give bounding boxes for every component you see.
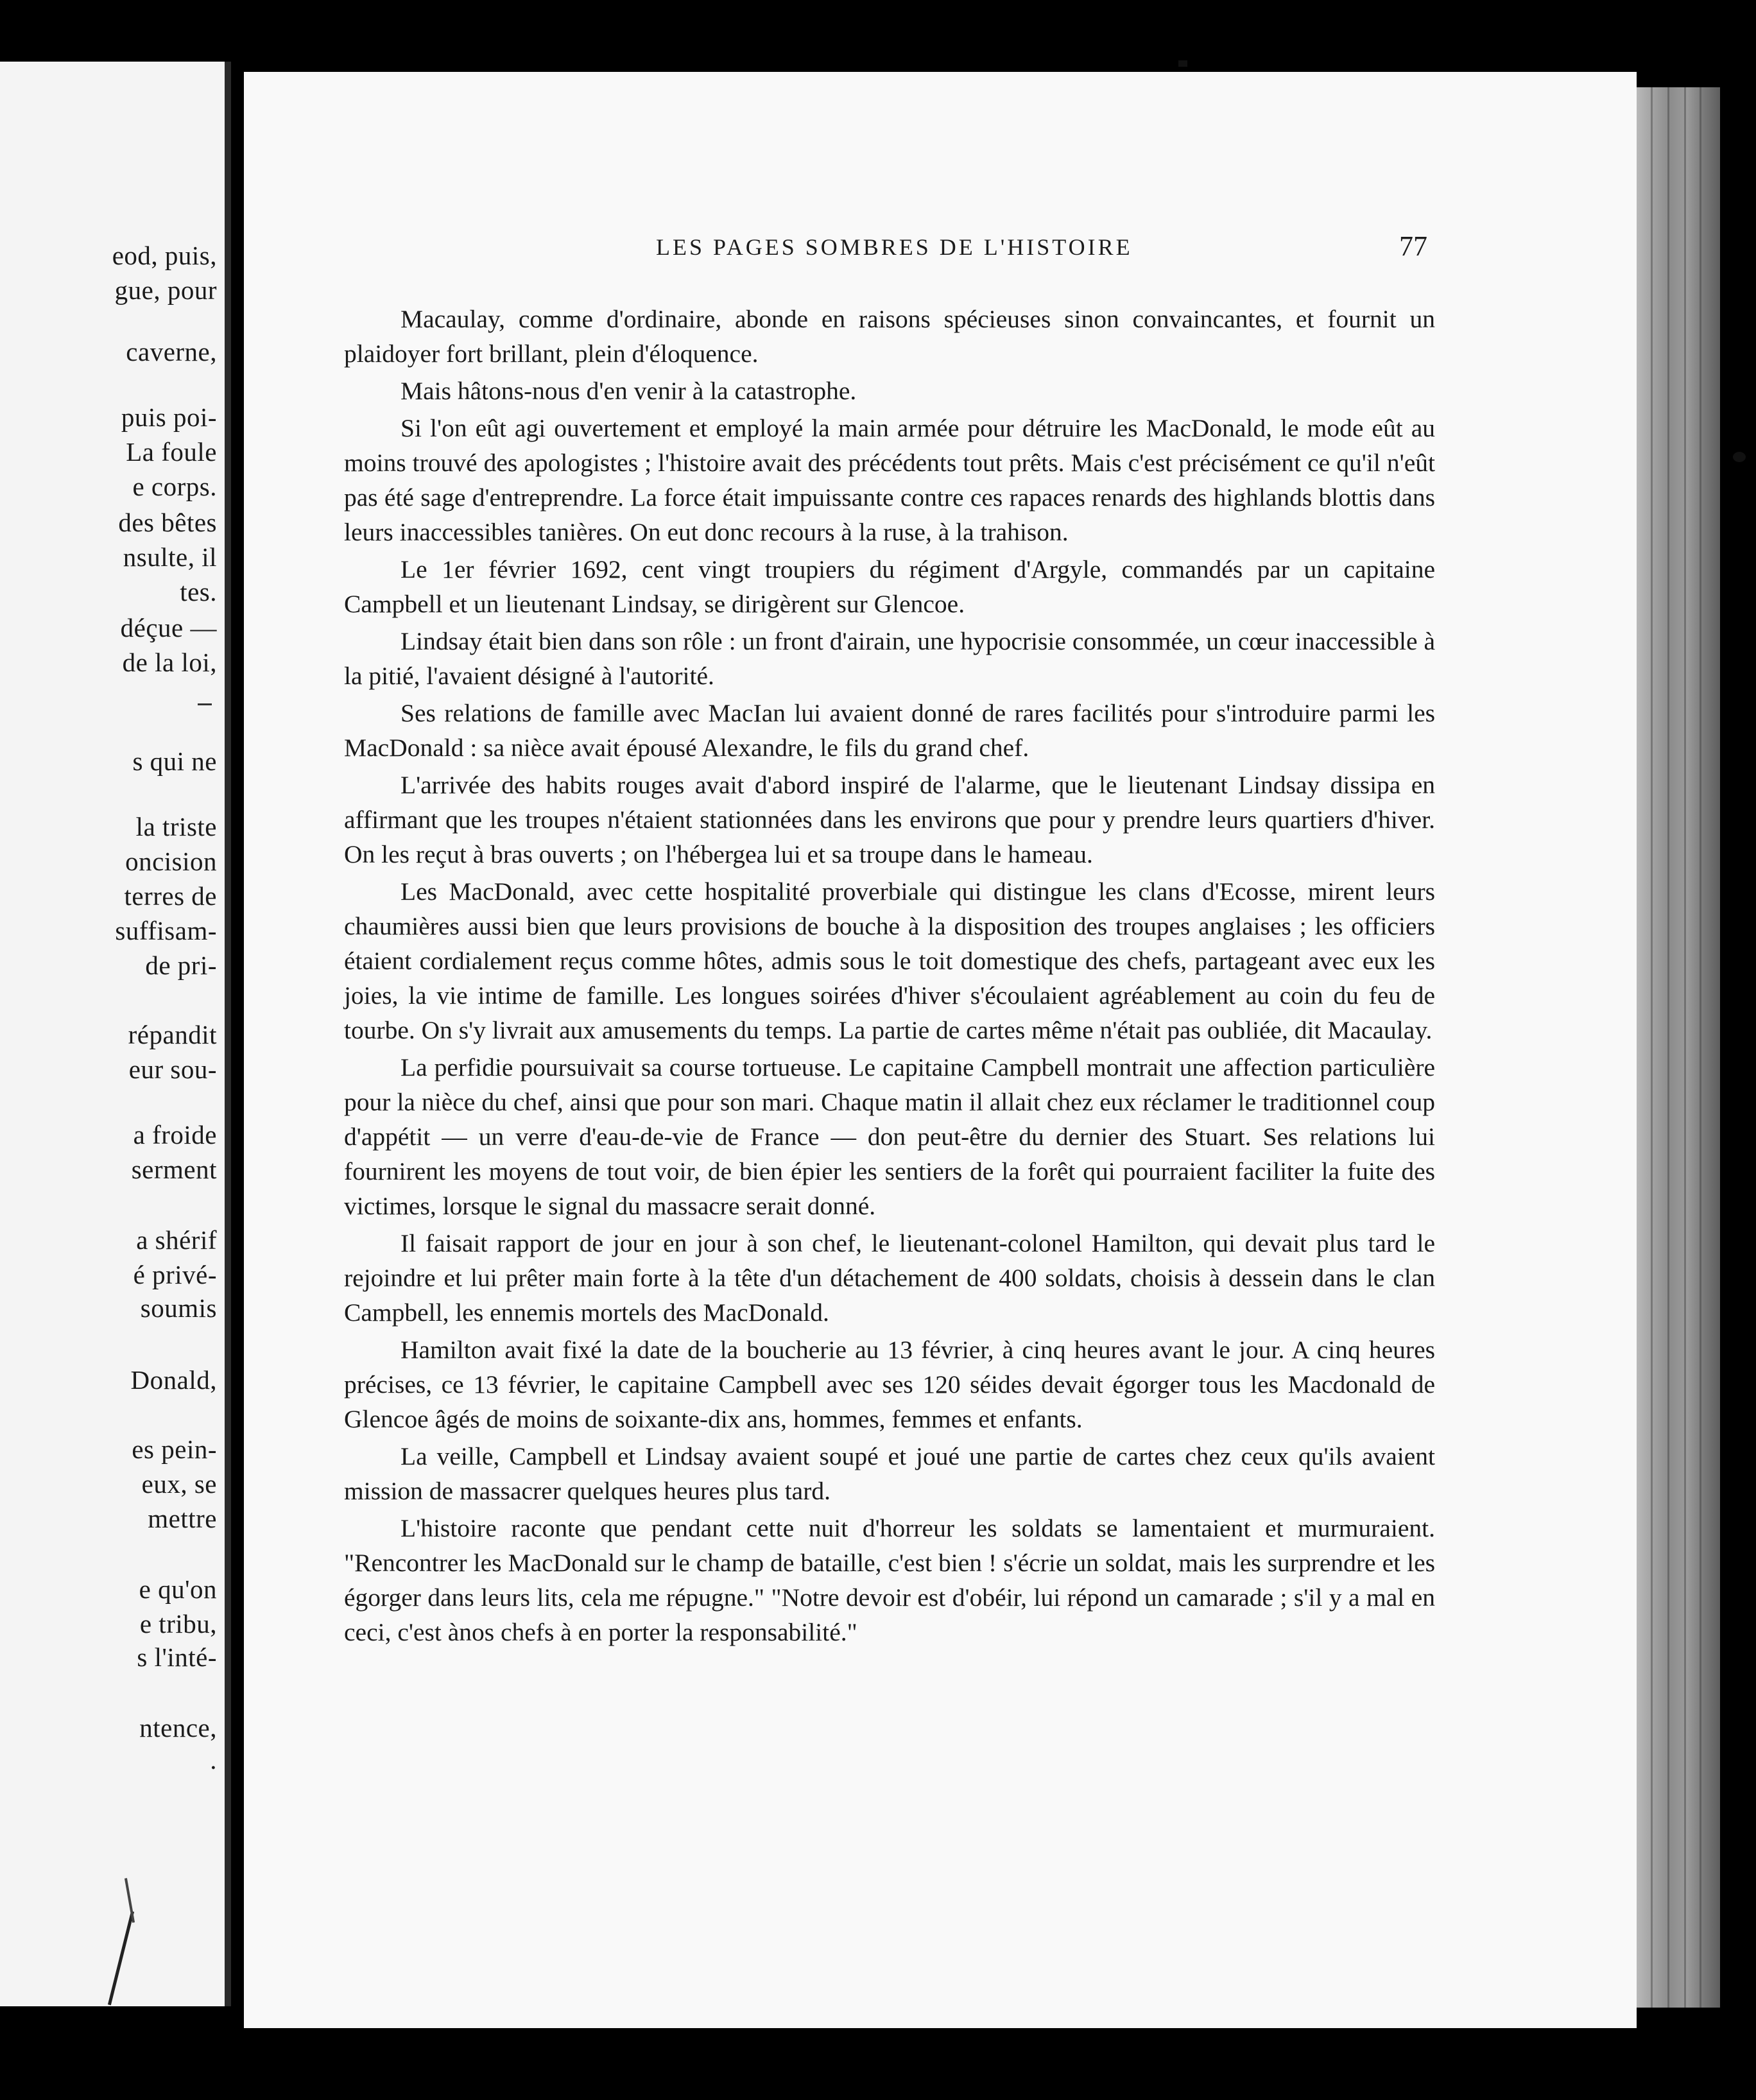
left-page-line-fragment: déçue — <box>120 613 217 642</box>
left-facing-page <box>0 62 231 2006</box>
scan-speck <box>1733 452 1746 462</box>
left-page-line-fragment: caverne, <box>126 337 217 366</box>
left-page-line-fragment: gue, pour <box>114 275 217 305</box>
margin-dash-mark <box>198 703 212 705</box>
book-gutter <box>231 71 245 2035</box>
left-page-line-fragment: soumis <box>140 1293 217 1323</box>
page-block-edge <box>1637 87 1720 2008</box>
scan-speck <box>1178 60 1187 67</box>
pencil-mark <box>108 1911 134 2006</box>
paragraph: Si l'on eût agi ouvertement et employé la main armée pour détruire les MacDonald, le mode eût au moins trouvé des apologistes ; l'histoire avait des précédents tout prêts. Mais c'est précisément ce qu'il n'eût pas été sage d'entreprendre. La force était impuissante contre ces rapaces renards des highlands blottis dans leurs inaccessibles tanières. On eut donc recours à la ruse, à la trahison. <box>344 414 1435 546</box>
page-number: 77 <box>1399 230 1427 262</box>
left-page-line-fragment: de la loi, <box>122 648 217 677</box>
left-page-line-fragment: e corps. <box>132 472 217 501</box>
left-page-line-fragment: eux, se <box>141 1469 217 1499</box>
left-page-line-fragment: suffisam- <box>115 916 217 945</box>
page-body <box>344 302 1435 1649</box>
paragraph: Mais hâtons-nous d'en venir à la catastrophe. <box>400 377 857 405</box>
paragraph: Les MacDonald, avec cette hospitalité proverbiale qui distingue les clans d'Ecosse, mirent leurs chaumières aussi bien que leurs provisions de bouche à la disposition des troupes anglaises ; les officiers étaient cordialement reçus comme hôtes, admis sous le toit domestique des chefs, partageant avec eux les joies, la vie intime de famille. Les longues soirées d'hiver s'écoulaient agréablement au coin du feu de tourbe. On s'y livrait aux amusements du temps. La partie de cartes même n'était pas oubliée, dit Macaulay. <box>344 877 1435 1044</box>
left-page-line-fragment: serment <box>131 1155 217 1184</box>
running-head: LES PAGES SOMBRES DE L'HISTOIRE <box>656 234 1133 260</box>
left-page-line-fragment: mettre <box>148 1504 217 1533</box>
left-page-line-fragment: oncision <box>125 847 217 876</box>
left-page-line-fragment: tes. <box>180 577 217 607</box>
left-page-line-fragment: nsulte, il <box>123 542 217 572</box>
left-page-line-fragment: Donald, <box>130 1365 217 1395</box>
left-page-line-fragment: des bêtes <box>118 508 217 537</box>
paragraph: Il faisait rapport de jour en jour à son chef, le lieutenant-colonel Hamilton, qui devait plus tard le rejoindre et lui prêter main forte à la tête d'un détachement de 400 soldats, choisis à dessein dans le clan Campbell, les ennemis mortels des MacDonald. <box>344 1229 1435 1327</box>
paragraph: Macaulay, comme d'ordinaire, abonde en raisons spécieuses sinon convaincantes, et fournit un plaidoyer fort brillant, plein d'éloquence. <box>344 305 1435 368</box>
left-page-line-fragment: a shérif <box>136 1225 217 1255</box>
left-page-line-fragment: e qu'on <box>139 1574 217 1604</box>
left-page-line-fragment: terres de <box>124 881 217 911</box>
left-page-line-fragment: puis poi- <box>121 402 217 432</box>
paragraph: La veille, Campbell et Lindsay avaient soupé et joué une partie de cartes chez ceux qu'ils avaient mission de massacrer quelques heures plus tard. <box>344 1442 1435 1505</box>
left-page-line-fragment: e tribu, <box>139 1609 217 1639</box>
left-page-line-fragment: es pein- <box>132 1434 217 1464</box>
left-page-line-fragment: eur sou- <box>128 1054 217 1084</box>
left-page-line-fragment: de pri- <box>145 951 217 980</box>
left-page-line-fragment: . <box>210 1745 217 1775</box>
left-page-line-fragment: s l'inté- <box>137 1642 217 1672</box>
paragraph: L'histoire raconte que pendant cette nuit d'horreur les soldats se lamentaient et murmuraient. "Rencontrer les MacDonald sur le champ de bataille, c'est bien ! s'écrie un soldat, mais les surprendre et les égorger dans leurs lits, cela me répugne." "Notre devoir est d'obéir, lui répond un camarade ; s'il y a mal en ceci, c'est ànos chefs à en porter la responsabilité." <box>344 1514 1435 1646</box>
paragraph: La perfidie poursuivait sa course tortueuse. Le capitaine Campbell montrait une affection particulière pour la nièce du chef, ainsi que pour son mari. Chaque matin il allait chez eux réclamer le traditionnel coup d'appétit — un verre d'eau-de-vie de France — don peut-être du dernier des Stuart. Ses relations lui fournirent les moyens de tout voir, de bien épier les sentiers de la forêt qui pourraient faciliter la fuite des victimes, lorsque le signal du massacre serait donné. <box>344 1053 1435 1220</box>
paragraph: Lindsay était bien dans son rôle : un front d'airain, une hypocrisie consommée, un cœur inaccessible à la pitié, l'avaient désigné à l'autorité. <box>344 627 1435 690</box>
left-page-line-fragment: é privé- <box>133 1260 217 1289</box>
left-page-line-fragment: la triste <box>135 812 217 841</box>
paragraph: Hamilton avait fixé la date de la boucherie au 13 février, à cinq heures avant le jour. A cinq heures précises, ce 13 février, le capitaine Campbell avec ses 120 séides devait égorger tous les Macdonald de Glencoe âgés de moins de soixante-dix ans, hommes, femmes et enfants. <box>344 1336 1435 1433</box>
left-page-line-fragment: ntence, <box>139 1713 217 1743</box>
paragraph: L'arrivée des habits rouges avait d'abord inspiré de l'alarme, que le lieutenant Lindsay dissipa en affirmant que les troupes n'étaient stationnées dans les environs que pour y prendre leurs quartiers d'hiver. On les reçut à bras ouverts ; on l'hébergea lui et sa troupe dans le hameau. <box>344 771 1435 868</box>
paragraph: Le 1er février 1692, cent vingt troupiers du régiment d'Argyle, commandés par un capitaine Campbell et un lieutenant Lindsay, se dirigèrent sur Glencoe. <box>344 555 1435 618</box>
left-page-line-fragment: eod, puis, <box>112 241 217 270</box>
left-page-line-fragment: La foule <box>126 437 217 467</box>
left-page-line-fragment: s qui ne <box>132 746 217 776</box>
left-page-fold <box>225 62 231 2006</box>
left-page-line-fragment: a froide <box>133 1120 217 1149</box>
paragraph: Ses relations de famille avec MacIan lui avaient donné de rares facilités pour s'introduire parmi les MacDonald : sa nièce avait épousé Alexandre, le fils du grand chef. <box>344 699 1435 762</box>
left-page-line-fragment: répandit <box>128 1020 217 1049</box>
